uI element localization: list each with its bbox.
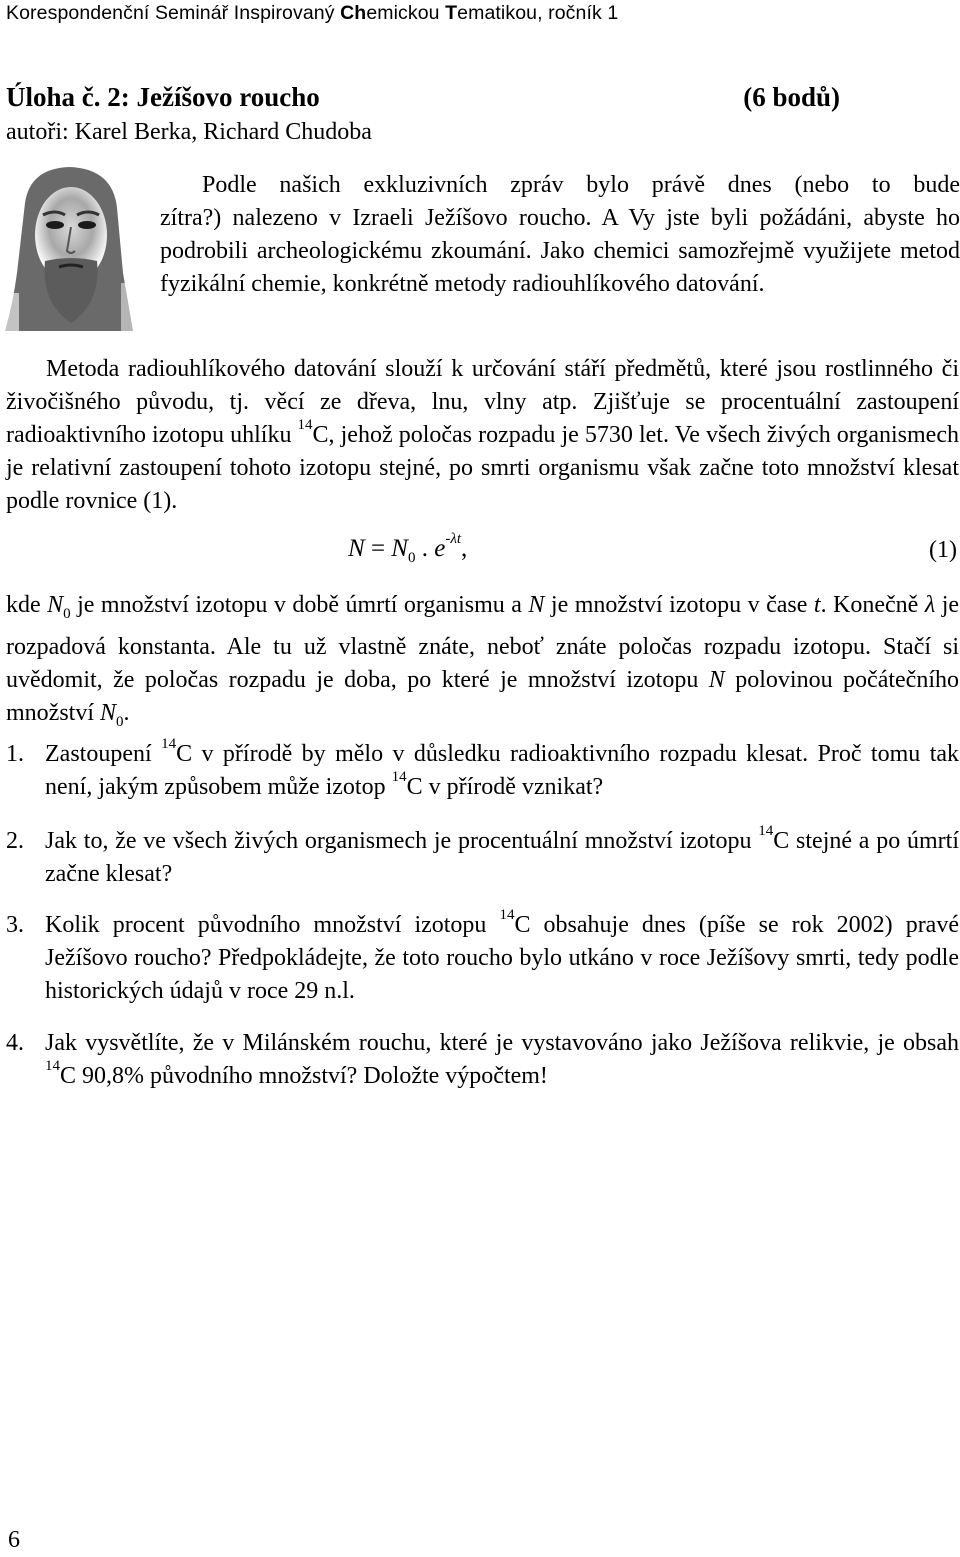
intro-rest: zítra?) nalezeno v Izraeli Ježíšovo roucho. A Vy jste byli požádáni, abyste ho podrobili archeologickému zkoumání. Jako chemici samozřejmě využijete metod fyzikální chemie, konkrétně metody radiouhlíkového datování. <box>160 205 960 297</box>
isotope-mass-number: 14 <box>758 823 774 839</box>
task-authors: autoři: Karel Berka, Richard Chudoba <box>6 119 372 145</box>
header-bold-t: T <box>445 2 458 24</box>
expl-t: t <box>813 592 821 618</box>
intro-paragraph <box>160 169 960 301</box>
page-header <box>6 2 618 25</box>
expl-sub0: 0 <box>63 605 71 622</box>
eq-n: N <box>391 535 408 562</box>
method-text-b: C, jehož poločas rozpadu je 5730 let. Ve všech živých organismech je relativní zastoupení tohoto izotopu stejné, po smrti organismu však začne toto množství klesat podle rovnice (1). <box>6 422 959 514</box>
expl-n0: N <box>47 592 64 618</box>
portrait-image <box>5 163 135 331</box>
expl-n: N <box>528 592 545 618</box>
header-bold-ch: Ch <box>340 2 367 24</box>
question-3 <box>6 909 959 1008</box>
question-text: C stejné a po úmrtí začne klesat? <box>45 828 959 887</box>
eq-dot: . <box>415 535 435 562</box>
task-title: Úloha č. 2: Ježíšovo roucho <box>6 82 320 112</box>
question-number: 4. <box>6 1030 24 1056</box>
question-number: 1. <box>6 741 24 767</box>
question-4 <box>6 1027 959 1093</box>
isotope-mass-number: 14 <box>297 417 313 433</box>
expl-b: je množství izotopu v době úmrtí organismu a <box>70 592 529 618</box>
expl-n2: N <box>708 666 725 693</box>
eq-lhs: N <box>348 535 365 562</box>
question-2 <box>6 825 959 891</box>
method-text-a: Metoda radiouhlíkového datování slouží k určování stáří předmětů, které jsou rostlinného či živočišného původu, tj. věcí ze dřeva, lnu, vlny atp. Zjišťuje se procentuální zastoupení radioaktivního izotopu uhlíku <box>6 356 959 448</box>
header-text-3: ematikou, ročník 1 <box>457 2 619 24</box>
eq-comma: , <box>461 535 468 562</box>
equation-number: (1) <box>929 537 957 563</box>
question-text: C obsahuje dnes (píše se rok 2002) pravé Ježíšovo roucho? Předpokládejte, že toto roucho bylo utkáno v roce Ježíšovy smrti, tedy podle historických údajů v roce 29 n.l. <box>45 912 959 1004</box>
question-number: 3. <box>6 912 24 938</box>
task-points: (6 bodů) <box>743 82 840 112</box>
decay-equation <box>348 530 468 567</box>
expl-lambda: λ <box>924 592 936 618</box>
expl-e: je rozpadová konstanta. Ale tu už vlastně znáte, neboť znáte poločas rozpadu izotopu. Stačí si uvědomit, že poločas rozpadu je doba, po které je množství izotopu <box>6 592 960 693</box>
expl-n3: N <box>100 699 117 726</box>
question-text: C v přírodě by mělo v důsledku radioaktivního rozpadu klesat. Proč tomu tak není, jakým způsobem může izotop <box>45 741 960 800</box>
question-text: Kolik procent původního množství izotopu <box>45 912 500 938</box>
expl-d: . Konečně <box>820 592 925 618</box>
expl-sub0b: 0 <box>116 713 124 730</box>
header-text: Korespondenční Seminář Inspirovaný <box>6 2 341 24</box>
isotope-mass-number: 14 <box>45 1058 60 1074</box>
eq-equals: = <box>364 535 392 562</box>
question-text: C 90,8% původního množství? Doložte výpočtem! <box>60 1063 548 1089</box>
isotope-mass-number: 14 <box>391 769 407 785</box>
method-paragraph <box>6 353 959 518</box>
eq-sub0: 0 <box>407 550 416 566</box>
eq-exponent: -λt <box>445 530 462 547</box>
question-1 <box>6 738 959 804</box>
header-text-2: emickou <box>366 2 446 24</box>
question-number: 2. <box>6 828 24 854</box>
expl-g: . <box>123 699 130 726</box>
isotope-mass-number: 14 <box>499 907 515 923</box>
expl-f: polovinou počátečního množství <box>6 666 959 726</box>
expl-a: kde <box>6 592 48 618</box>
explanation-paragraph <box>6 589 959 739</box>
question-text: Jak vysvětlíte, že v Milánském rouchu, které je vystavováno jako Ježíšova relikvie, je obsah <box>45 1030 959 1056</box>
eq-e: e <box>434 535 446 562</box>
question-text: C v přírodě vznikat? <box>406 774 604 800</box>
page-number: 6 <box>8 1527 20 1553</box>
expl-c: je množství izotopu v čase <box>544 592 814 618</box>
question-text: Zastoupení <box>45 741 162 767</box>
intro-first-line: Podle našich exkluzivních zpráv bylo právě dnes (nebo to bude <box>202 172 960 198</box>
question-text: Jak to, že ve všech živých organismech je procentuální množství izotopu <box>45 828 759 854</box>
isotope-mass-number: 14 <box>161 736 177 752</box>
